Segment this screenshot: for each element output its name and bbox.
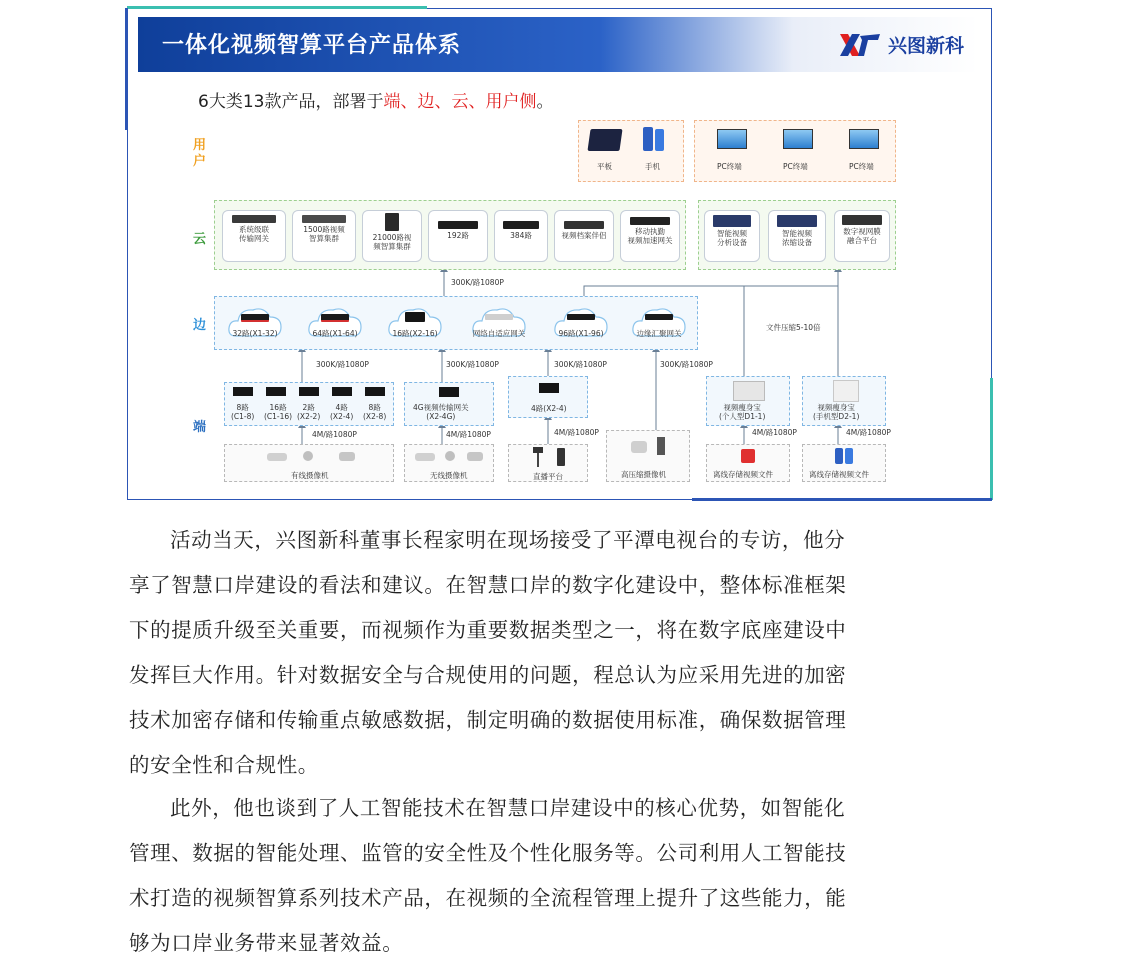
encoder-icon: [266, 387, 286, 396]
server-icon: [842, 215, 882, 225]
pc-monitor-icon: [849, 129, 879, 149]
product-label: 192路: [447, 231, 469, 240]
user-mobile-group: [578, 120, 684, 182]
link-label: 4M/路1080P: [752, 428, 797, 437]
edge-device-icon: [405, 312, 425, 322]
edge-device-icon: [645, 314, 673, 320]
link-label: 300K/路1080P: [660, 360, 713, 369]
article-paragraph: [129, 518, 993, 788]
tripod-icon: [533, 447, 543, 453]
phone-icon: [643, 127, 653, 151]
slim-device-icon: [733, 381, 765, 401]
product-label: 智能视频 分析设备: [717, 229, 747, 247]
edge-cloud: [552, 300, 610, 342]
gateway-label: 4G视频传输网关 (X2-4G): [413, 403, 469, 421]
encoder-group: [224, 382, 394, 426]
edge-product-label: 64路(X1-64): [312, 329, 358, 338]
product-label: 智能视频 浓缩设备: [782, 229, 812, 247]
encoder-icon: [332, 387, 352, 396]
source-label: 直播平台: [533, 472, 563, 481]
cloud-product-card: [620, 210, 680, 262]
edge-product-label: 32路(X1-32): [232, 329, 278, 338]
pc-monitor-icon: [783, 129, 813, 149]
pc-label: PC终端: [717, 162, 742, 171]
tablet-label: 平板: [597, 162, 612, 171]
source-label: 离线存储视频文件: [809, 470, 869, 479]
pc-label: PC终端: [849, 162, 874, 171]
edge-device-icon: [241, 314, 269, 322]
source-label: 无线摄像机: [430, 471, 468, 480]
server-icon: [232, 215, 276, 223]
edge-product-label: 边缘汇聚网关: [636, 329, 682, 338]
camera-icon: [303, 451, 313, 461]
edge-cloud: [386, 300, 444, 342]
encoder-label: 4路 (X2-4): [330, 403, 354, 421]
phone-label: 手机: [645, 162, 660, 171]
article-paragraph: [129, 786, 993, 966]
server-icon: [713, 215, 751, 227]
phone-icon: [557, 448, 565, 466]
product-label: 384路: [510, 231, 532, 240]
wired-camera-group: [224, 444, 394, 482]
x24-group: [508, 376, 588, 418]
link-label: 4M/路1080P: [446, 430, 491, 439]
cloud-product-card: [554, 210, 614, 262]
camera-icon: [267, 453, 287, 461]
edge-cloud: [306, 300, 364, 342]
product-label: 1500路视频 智算集群: [303, 225, 345, 243]
logo-text: 兴图新科: [887, 35, 964, 57]
edge-cloud: [630, 300, 688, 342]
paragraph-line: 下的提质升级至关重要，而视频作为重要数据类型之一，将在数字底座建设中: [129, 618, 847, 642]
edge-cloud: [470, 300, 528, 342]
edge-device-icon: [567, 314, 595, 320]
camera-icon: [415, 453, 435, 461]
encoder-icon: [233, 387, 253, 396]
slim-device-icon: [833, 380, 859, 402]
link-label: 4M/路1080P: [554, 428, 599, 437]
slim-mobile-group: [802, 376, 886, 426]
product-label: 视频档案伴侣: [561, 231, 607, 240]
slim-personal-group: [706, 376, 790, 426]
encoder-label: 2路 (X2-2): [297, 403, 321, 421]
link-label: 4M/路1080P: [312, 430, 357, 439]
gateway-icon: [439, 387, 459, 397]
cabinet-icon: [385, 213, 399, 231]
camera-icon: [467, 452, 483, 461]
wireless-gateway-group: [404, 382, 494, 426]
product-label: 移动执勤 视频加速网关: [627, 227, 673, 245]
link-label: 300K/路1080P: [554, 360, 607, 369]
layer-edge-label: 边: [193, 318, 207, 333]
server-icon: [438, 221, 478, 229]
encoder-label: 8路 (X2-8): [363, 403, 387, 421]
subtitle-highlight: 端、边、云、用户侧: [383, 92, 537, 112]
phone-icon: [845, 448, 853, 464]
link-label: 300K/路1080P: [446, 360, 499, 369]
edge-device-icon: [485, 314, 513, 320]
wireless-camera-group: [404, 444, 494, 482]
encoder-icon: [299, 387, 319, 396]
camera-icon: [339, 452, 355, 461]
cloud-product-card: [494, 210, 548, 262]
cloud-product-card: [362, 210, 422, 262]
hd-camera-group: [606, 430, 690, 482]
encoder-label: 4路(X2-4): [531, 404, 567, 413]
edge-group: [214, 296, 698, 350]
slim-device-label: 视频瘦身宝 (个人型D1-1): [719, 403, 766, 421]
encoder-icon: [365, 387, 385, 396]
cloud-product-card: [834, 210, 890, 262]
paragraph-line: 的安全性和合规性。: [129, 753, 319, 777]
paragraph-line: 术打造的视频智算系列技术产品，在视频的全流程管理上提升了这些能力，能: [129, 886, 847, 910]
edge-product-label: 16路(X2-16): [392, 329, 438, 338]
encoder-icon: [539, 383, 559, 393]
encoder-label: 8路 (C1-8): [231, 403, 255, 421]
diagram-title: 一体化视频智算平台产品体系: [162, 33, 462, 58]
link-label: 文件压缩5-10倍: [766, 323, 821, 332]
layer-cloud-label: 云: [193, 232, 207, 247]
edge-cloud: [226, 300, 284, 342]
paragraph-line: 发挥巨大作用。针对数据安全与合规使用的问题，程总认为应采用先进的加密: [129, 663, 847, 687]
camera-icon: [445, 451, 455, 461]
cloud-product-card: [704, 210, 760, 262]
user-pc-group: [694, 120, 896, 182]
source-label: 离线存储视频文件: [713, 470, 773, 479]
edge-product-label: 96路(X1-96): [558, 329, 604, 338]
server-icon: [302, 215, 346, 223]
paragraph-line: 够为口岸业务带来显著效益。: [129, 931, 404, 955]
tablet-icon: [587, 129, 622, 151]
paragraph-line: 技术加密存储和传输重点敏感数据，制定明确的数据使用标准，确保数据管理: [129, 708, 847, 732]
cloud-product-card: [222, 210, 286, 262]
cloud-product-card: [768, 210, 826, 262]
paragraph-line: 管理、数据的智能处理、监管的安全性及个性化服务等。公司利用人工智能技: [129, 841, 847, 865]
pc-monitor-icon: [717, 129, 747, 149]
pc-label: PC终端: [783, 162, 808, 171]
server-icon: [777, 215, 817, 227]
encoder-label: 16路 (C1-16): [264, 403, 293, 421]
cloud-product-card: [292, 210, 356, 262]
video-file-icon: [741, 449, 755, 463]
subtitle-suffix: 。: [536, 92, 554, 112]
offline-file-group: [802, 444, 886, 482]
slim-device-label: 视频瘦身宝 (手机型D2-1): [813, 403, 860, 421]
server-icon: [564, 221, 604, 229]
server-icon: [630, 217, 670, 225]
subtitle-prefix: 6大类13款产品，部署于: [198, 92, 384, 112]
source-label: 高压缩摄像机: [621, 470, 666, 479]
cloud-product-card: [428, 210, 488, 262]
link-label: 300K/路1080P: [451, 278, 504, 287]
product-label: 21000路视 频智算集群: [372, 233, 412, 251]
paragraph-line: 此外，他也谈到了人工智能技术在智慧口岸建设中的核心优势，如智能化: [170, 796, 846, 820]
live-platform-group: [508, 444, 588, 482]
server-icon: [503, 221, 539, 229]
link-label: 4M/路1080P: [846, 428, 891, 437]
edge-product-label: 网络自适应网关: [472, 329, 526, 338]
product-label: 数字视网膜 融合平台: [843, 227, 881, 245]
phone-icon: [835, 448, 843, 464]
layer-user-label: 用 户: [193, 138, 207, 169]
edge-device-icon: [321, 314, 349, 322]
phone-icon: [655, 129, 664, 151]
camera-icon: [657, 437, 665, 455]
link-label: 300K/路1080P: [316, 360, 369, 369]
paragraph-line: 享了智慧口岸建设的看法和建议。在智慧口岸的数字化建设中，整体标准框架: [129, 573, 847, 597]
product-label: 系统级联 传输网关: [239, 225, 269, 243]
camera-icon: [631, 441, 647, 453]
offline-file-group: [706, 444, 790, 482]
source-label: 有线摄像机: [291, 471, 329, 480]
layer-end-label: 端: [193, 420, 207, 435]
paragraph-line: 活动当天，兴图新科董事长程家明在现场接受了平潭电视台的专访，他分: [170, 528, 846, 552]
